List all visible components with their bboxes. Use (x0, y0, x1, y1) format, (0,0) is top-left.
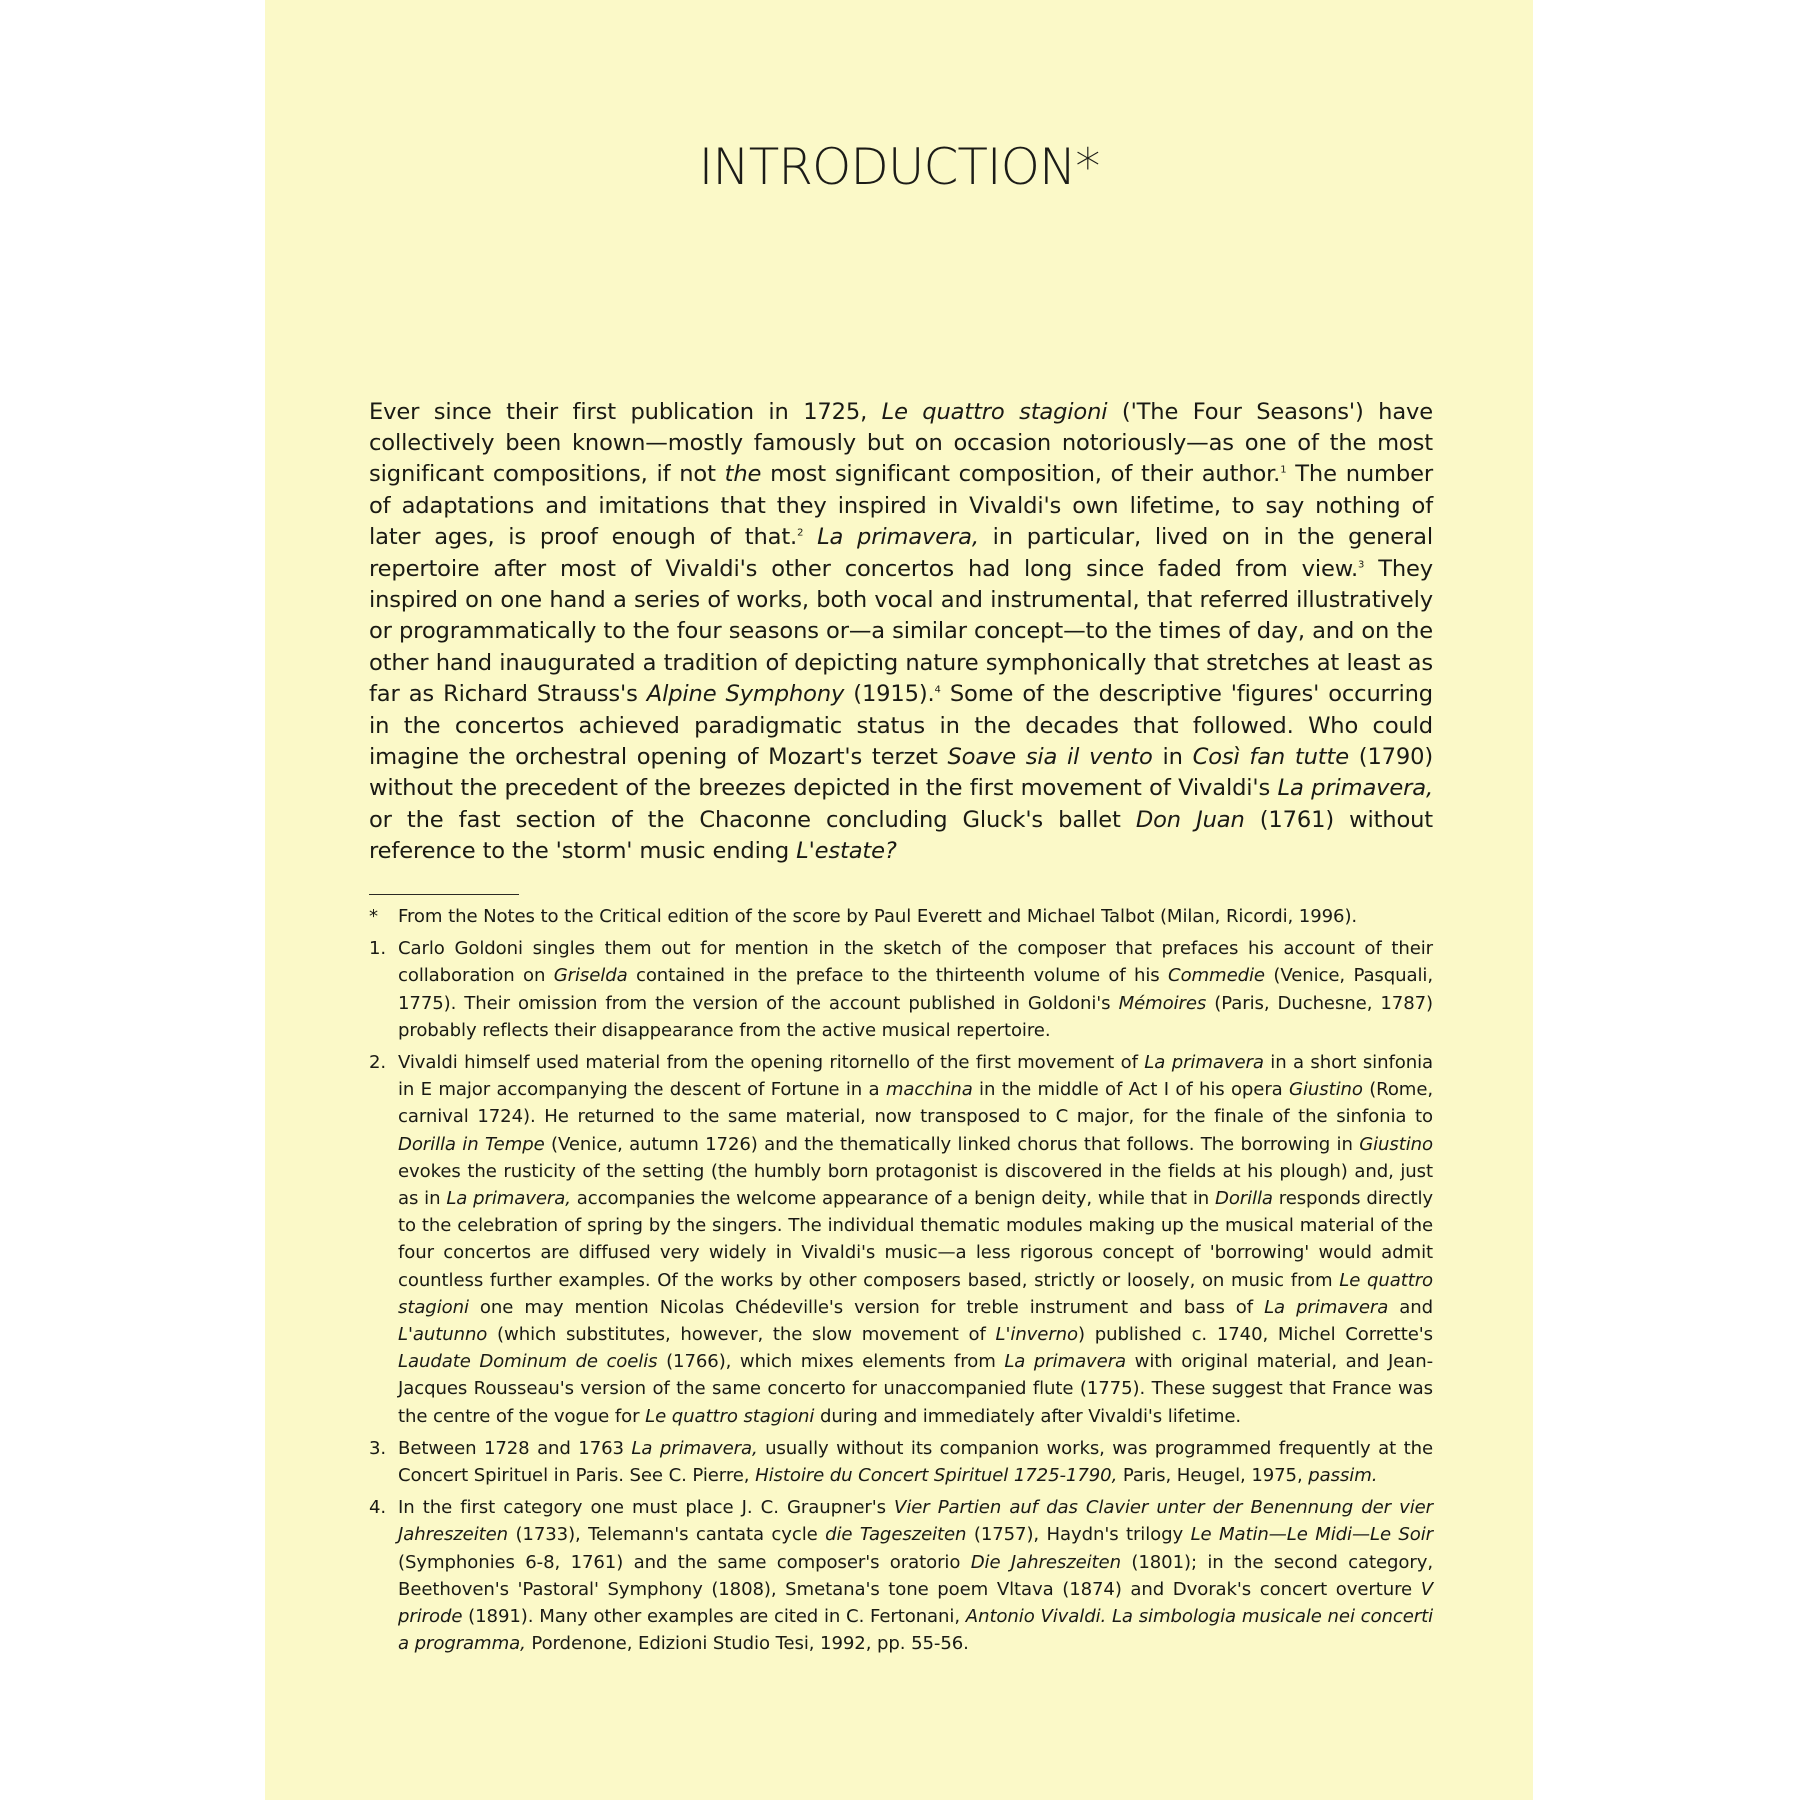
text-run: (which substitutes, however, the slow movement of (487, 1324, 996, 1346)
text-run: accompanies the welcome appearance of a benign deity, while that in (570, 1188, 1215, 1210)
text-run: one may mention Nicolas Chédeville's version for treble instrument and bass of (468, 1296, 1265, 1318)
italic-run: Alpine Symphony (646, 681, 845, 708)
italic-run: Antonio Vivaldi. La simbologia musicale nei concerti a programma, (398, 1606, 1434, 1655)
italic-run: Don Juan (1135, 806, 1245, 833)
text-run: (1891). Many other examples are cited in C. Fertonani, (462, 1606, 966, 1628)
text-run: (1801); in the second category, Beethoven's 'Pastoral' Symphony (1808), Smetana's tone poem Vltava (1874) and Dvorak's concert overture (398, 1551, 1433, 1600)
footnote-star (369, 903, 1433, 930)
text-run: ('The Four Seasons') have collectively been known—mostly famously but on occasion notoriously—as one of the most significant compositions, if not (369, 398, 1433, 488)
text-run: evokes the rusticity of the setting (the humbly born protagonist is discovered in the fields at his plough) and, just as in (398, 1160, 1433, 1210)
text-run: (Paris, Duchesne, 1787) probably reflects their disappearance from the active musical repertoire. (398, 992, 1434, 1041)
footnotes (369, 903, 1433, 1662)
italic-run: Die Jahreszeiten (970, 1551, 1121, 1573)
italic-run: Le quattro stagioni (881, 398, 1108, 425)
text-run: (1757), Haydn's trilogy (966, 1524, 1191, 1546)
italic-run: Histoire du Concert Spirituel 1725-1790, (755, 1465, 1118, 1487)
italic-run: La primavera (1144, 1052, 1264, 1074)
text-run: (1790) without the precedent of the breezes depicted in the first movement of Vivaldi's (369, 744, 1434, 802)
text-run: most significant composition, of their author. (761, 461, 1281, 488)
text-run: contained in the preface to the thirteenth volume of his (627, 965, 1169, 987)
text-run: (Venice, autumn 1726) and the thematically linked chorus that follows. The borrowing in (544, 1133, 1360, 1155)
italic-run: La primavera, (446, 1188, 571, 1210)
text-run: Vivaldi himself used material from the opening ritornello of the first movement of (398, 1052, 1145, 1074)
italic-run: Dorilla (1214, 1188, 1273, 1210)
text-run: They inspired on one hand a series of works, both vocal and instrumental, that referred illustratively or programmatically to the four seasons or—a similar concept—to the times of day, and on the other hand inaugurated a tradition of depicting nature symphonically that stretches at least as far as Richard Strauss's (369, 555, 1433, 708)
text-run: responds directly to the celebration of spring by the singers. The individual thematic modules making up the musical material of the four concertos are diffused very widely in Vivaldi's music—a less rigorous concept of 'borrowing' would admit countless further examples. Of the works by other composers based, strictly or loosely, on music from (398, 1188, 1434, 1291)
italic-run: die Tageszeiten (825, 1524, 967, 1546)
footnote-divider (369, 894, 519, 895)
text-run: or the fast section of the Chaconne concluding Gluck's ballet (369, 806, 1136, 833)
footnote-ref: 2 (797, 527, 804, 539)
footnote-1 (369, 935, 1433, 1044)
italic-run: Dorilla in Tempe (398, 1133, 545, 1155)
footnote-ref: 3 (1358, 559, 1365, 571)
text-run: (Symphonies 6-8, 1761) and the same composer's oratorio (398, 1551, 971, 1573)
text-run: (1766), which mixes elements from (657, 1351, 1005, 1373)
text-run: From the Notes to the Critical edition of the score by Paul Everett and Michael Talbot (Milan, Ricordi, 1996). (398, 906, 1358, 927)
italic-run: Giustino (1289, 1079, 1363, 1101)
italic-run: La primavera, (817, 524, 979, 551)
italic-run: La primavera, (631, 1437, 758, 1459)
italic-run: Giustino (1359, 1133, 1434, 1155)
text-run: with original material, and Jean-Jacques Rousseau's version of the same concerto for unaccompanied flute (1775). These suggest that France was the centre of the vogue for (398, 1351, 1434, 1427)
text-run: (1915). (844, 681, 935, 708)
footnote-ref: 4 (934, 684, 941, 696)
italic-run: La primavera (1004, 1351, 1127, 1373)
italic-run: L'inverno (995, 1324, 1078, 1346)
text-run: in particular, lived on in the general repertoire after most of Vivaldi's other concertos had long since faded from view. (369, 524, 1433, 582)
italic-run: Griselda (553, 965, 628, 987)
footnote-ref: 1 (1280, 464, 1287, 476)
text-run: during and immediately after Vivaldi's lifetime. (814, 1405, 1242, 1427)
italic-run: the (724, 461, 762, 488)
text-run: Between 1728 and 1763 (398, 1437, 632, 1459)
italic-run: Soave sia il vento (947, 744, 1153, 771)
text-run: Paris, Heugel, 1975, (1117, 1465, 1309, 1487)
footnote-number: 1. (369, 938, 387, 960)
text-run: in a short sinfonia in E major accompanying the descent of Fortune in a (398, 1052, 1434, 1101)
italic-run: Le quattro stagioni (645, 1405, 815, 1427)
italic-run: macchina (885, 1079, 973, 1101)
intro-paragraph (369, 397, 1433, 868)
footnote-2 (369, 1049, 1433, 1430)
italic-run: Commedie (1168, 965, 1265, 987)
text-run: Ever since their first publication in 1725, (369, 398, 882, 425)
text-run: in the middle of Act I of his opera (972, 1079, 1290, 1101)
italic-run: L'autunno (398, 1324, 488, 1346)
document-page (265, 0, 1533, 1800)
text-run: Carlo Goldoni singles them out for mention in the sketch of the composer that prefaces his account of their collaboration on (398, 938, 1433, 987)
italic-run: La primavera, (1277, 775, 1434, 802)
italic-run: Mémoires (1118, 992, 1207, 1014)
italic-run: L'estate? (796, 838, 897, 865)
footnote-3 (369, 1435, 1433, 1489)
text-run: Pordenone, Edizioni Studio Tesi, 1992, pp. 55-56. (525, 1633, 969, 1655)
text-run: The number of adaptations and imitations that they inspired in Vivaldi's own lifetime, to say nothing of later ages, is proof enough of that. (369, 461, 1433, 551)
italic-run: Laudate Dominum de coelis (398, 1351, 658, 1373)
footnote-number: 3. (369, 1437, 387, 1459)
text-run: (1733), Telemann's cantata cycle (508, 1524, 826, 1546)
text-run: In the first category one must place J. C. Graupner's (398, 1497, 895, 1519)
text-run: (Rome, carnival 1724). He returned to the same material, now transposed to C major, for the finale of the sinfonia to (398, 1079, 1434, 1128)
footnote-number: 2. (369, 1052, 387, 1074)
text-run: and (1388, 1296, 1433, 1318)
text-run: (1761) without reference to the 'storm' music ending (369, 806, 1434, 865)
footnote-marker: * (369, 906, 378, 927)
footnote-number: 4. (369, 1497, 387, 1519)
text-run: usually without its companion works, was programmed frequently at the Concert Spirituel in Paris. See C. Pierre, (398, 1437, 1433, 1487)
italic-run: La primavera (1264, 1296, 1389, 1318)
footnote-4 (369, 1494, 1433, 1657)
italic-run: Così fan tutte (1192, 744, 1349, 771)
italic-run: Le Matin—Le Midi—Le Soir (1190, 1524, 1434, 1546)
italic-run: Le quattro stagioni (398, 1269, 1434, 1318)
text-run (803, 524, 817, 550)
text-run: (Venice, Pasquali, 1775). Their omission from the version of the account published in Goldoni's (398, 965, 1433, 1014)
page-title: INTRODUCTION* (698, 138, 1100, 196)
text-run: in (1152, 744, 1193, 771)
italic-run: passim. (1308, 1465, 1378, 1487)
text-run: Some of the descriptive 'figures' occurring in the concertos achieved paradigmatic status in the decades that followed. Who could imagine the orchestral opening of Mozart's terzet (369, 681, 1433, 771)
italic-run: V prirode (398, 1578, 1433, 1628)
italic-run: Vier Partien auf das Clavier unter der Benennung der vier Jahreszeiten (398, 1497, 1433, 1546)
text-run: ) published c. 1740, Michel Corrette's (1078, 1324, 1433, 1346)
